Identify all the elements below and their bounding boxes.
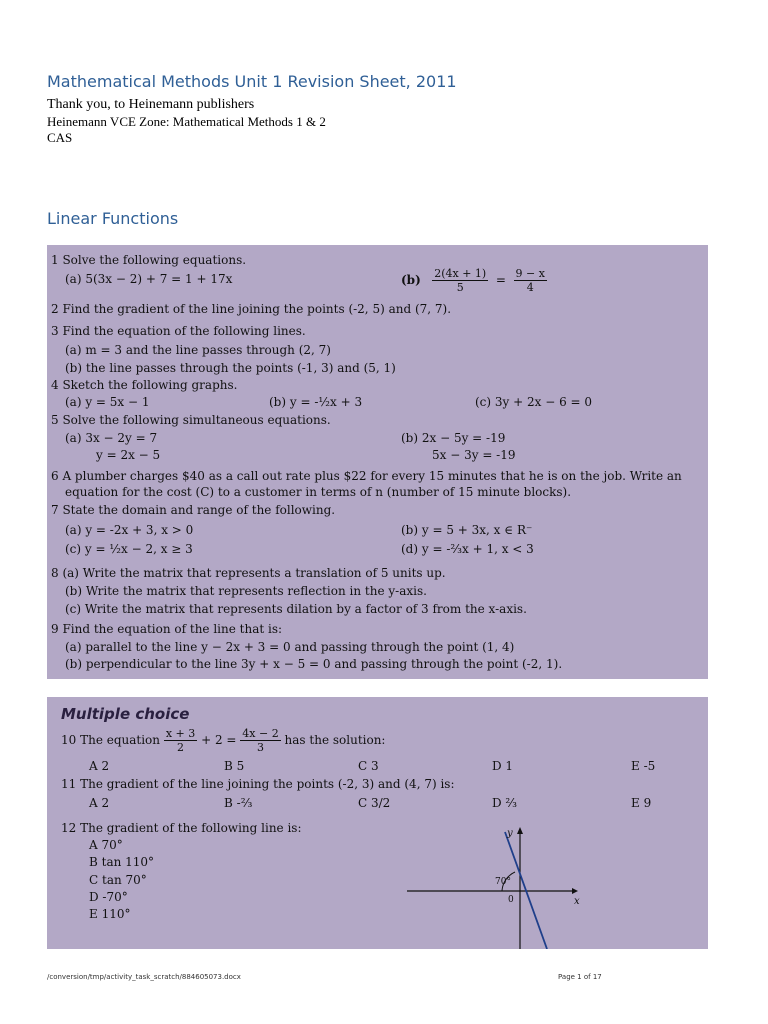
- graph-origin-label: 0: [508, 895, 514, 905]
- section-title: Linear Functions: [47, 209, 179, 228]
- q10-stem: [61, 727, 385, 754]
- q1-b: (b) $\frac{2(4x + 1)}{5}$ = $\frac{9 - x}{4}$: [401, 267, 545, 294]
- q10-option-c[interactable]: C 3: [358, 759, 379, 773]
- q5-b1: (b) 2x − 5y = -19: [401, 431, 506, 445]
- q1-b-label: (b): [401, 273, 421, 287]
- footer-path: /conversion/tmp/activity_task_scratch/884605073.docx: [47, 973, 241, 981]
- multiple-choice-box: [47, 697, 708, 949]
- q12-option-b[interactable]: B tan 110°: [89, 855, 155, 869]
- q9-a: (a) parallel to the line y − 2x + 3 = 0 and passing through the point (1, 4): [65, 640, 515, 654]
- q6-line1: 6 A plumber charges $40 as a call out rate plus $22 for every 15 minutes that he is on the job. Write an: [51, 469, 682, 483]
- q4-b: (b) y = -½x + 3: [269, 395, 363, 409]
- q10-option-d[interactable]: D 1: [492, 759, 514, 773]
- q12-text: 12 The gradient of the following line is:: [61, 821, 302, 835]
- q10-frac2-den: 3: [257, 741, 264, 754]
- q5-text: 5 Solve the following simultaneous equations.: [51, 413, 331, 427]
- source-line: Heinemann VCE Zone: Mathematical Methods 1 & 2: [47, 114, 326, 129]
- q11-option-a[interactable]: A 2: [89, 796, 110, 810]
- q8-a: 8 (a) Write the matrix that represents a translation of 5 units up.: [51, 566, 446, 580]
- q11-option-d[interactable]: D ⅔: [492, 796, 518, 810]
- cas-line: CAS: [47, 130, 73, 145]
- q5-a1: (a) 3x − 2y = 7: [65, 431, 158, 445]
- q2-text: 2 Find the gradient of the line joining the points (-2, 5) and (7, 7).: [51, 302, 452, 316]
- q4-a: (a) y = 5x − 1: [65, 395, 150, 409]
- q10-frac2-num: 4x − 2: [242, 727, 279, 740]
- q10-option-a[interactable]: A 2: [89, 759, 110, 773]
- q12-option-e[interactable]: E 110°: [89, 907, 131, 921]
- graph-x-arrow: [572, 888, 578, 894]
- q7-text: 7 State the domain and range of the following.: [51, 503, 336, 517]
- q6-line2: equation for the cost (C) to a customer in terms of n (number of 15 minute blocks).: [65, 485, 572, 499]
- q12-graph: [402, 824, 602, 949]
- graph-y-label: y: [507, 828, 513, 839]
- q9-text: 9 Find the equation of the line that is:: [51, 622, 283, 636]
- q5-a2: y = 2x − 5: [96, 448, 161, 462]
- q10-frac1-num: x + 3: [165, 727, 196, 740]
- q10-prefix: 10 The equation: [61, 733, 161, 747]
- q11-option-c[interactable]: C 3/2: [358, 796, 391, 810]
- graph-x-label: x: [574, 896, 580, 907]
- q5-b2: 5x − 3y = -19: [432, 448, 516, 462]
- q1-b-rhs-num: 9 − x: [515, 267, 545, 280]
- q10-mid: + 2 =: [201, 733, 237, 747]
- q10-frac1-den: 2: [177, 741, 185, 754]
- q11-option-b[interactable]: B -⅔: [224, 796, 253, 810]
- q7-c: (c) y = ½x − 2, x ≥ 3: [65, 542, 193, 556]
- q7-d: (d) y = -⅔x + 1, x < 3: [401, 542, 534, 556]
- q7-b: (b) y = 5 + 3x, x ∈ R⁻: [401, 523, 533, 537]
- q8-b: (b) Write the matrix that represents reflection in the y-axis.: [65, 584, 427, 598]
- graph-y-arrow: [517, 827, 523, 834]
- q3-a: (a) m = 3 and the line passes through (2, 7): [65, 343, 331, 357]
- thanks-line: Thank you, to Heinemann publishers: [47, 97, 255, 112]
- q1-b-rhs-den: 4: [526, 281, 534, 294]
- q11-option-e[interactable]: E 9: [631, 796, 652, 810]
- q10-option-b[interactable]: B 5: [224, 759, 245, 773]
- document-title: Mathematical Methods Unit 1 Revision Sheet, 2011: [47, 72, 457, 91]
- q12-option-c[interactable]: C tan 70°: [89, 873, 147, 887]
- q3-b: (b) the line passes through the points (-1, 3) and (5, 1): [65, 361, 396, 375]
- q9-b: (b) perpendicular to the line 3y + x − 5 = 0 and passing through the point (-2, 1).: [65, 657, 563, 671]
- q12-option-a[interactable]: A 70°: [89, 838, 123, 852]
- graph-angle-label: 70°: [495, 877, 511, 887]
- q10-suffix: has the solution:: [284, 733, 386, 747]
- q12-option-d[interactable]: D -70°: [89, 890, 128, 904]
- q11-text: 11 The gradient of the line joining the points (-2, 3) and (4, 7) is:: [61, 777, 455, 791]
- q1-text: 1 Solve the following equations.: [51, 253, 247, 267]
- q10-frac2: [240, 727, 280, 754]
- q1-b-rhs: [514, 267, 547, 294]
- multiple-choice-title: Multiple choice: [61, 705, 190, 723]
- q7-a: (a) y = -2x + 3, x > 0: [65, 523, 194, 537]
- q8-c: (c) Write the matrix that represents dilation by a factor of 3 from the x-axis.: [65, 602, 527, 616]
- q1-a: (a) 5(3x − 2) + 7 = 1 + 17x: [65, 272, 233, 286]
- q1-b-lhs-num: 2(4x + 1): [434, 267, 487, 280]
- q3-text: 3 Find the equation of the following lines.: [51, 324, 306, 338]
- q4-c: (c) 3y + 2x − 6 = 0: [475, 395, 593, 409]
- linear-functions-box: [47, 245, 708, 679]
- footer-page: Page 1 of 17: [558, 973, 602, 981]
- q1-b-lhs: [432, 267, 488, 294]
- q4-text: 4 Sketch the following graphs.: [51, 378, 238, 392]
- q1-b-lhs-den: 5: [456, 281, 464, 294]
- q10-frac1: [164, 727, 197, 754]
- q10-option-e[interactable]: E -5: [631, 759, 656, 773]
